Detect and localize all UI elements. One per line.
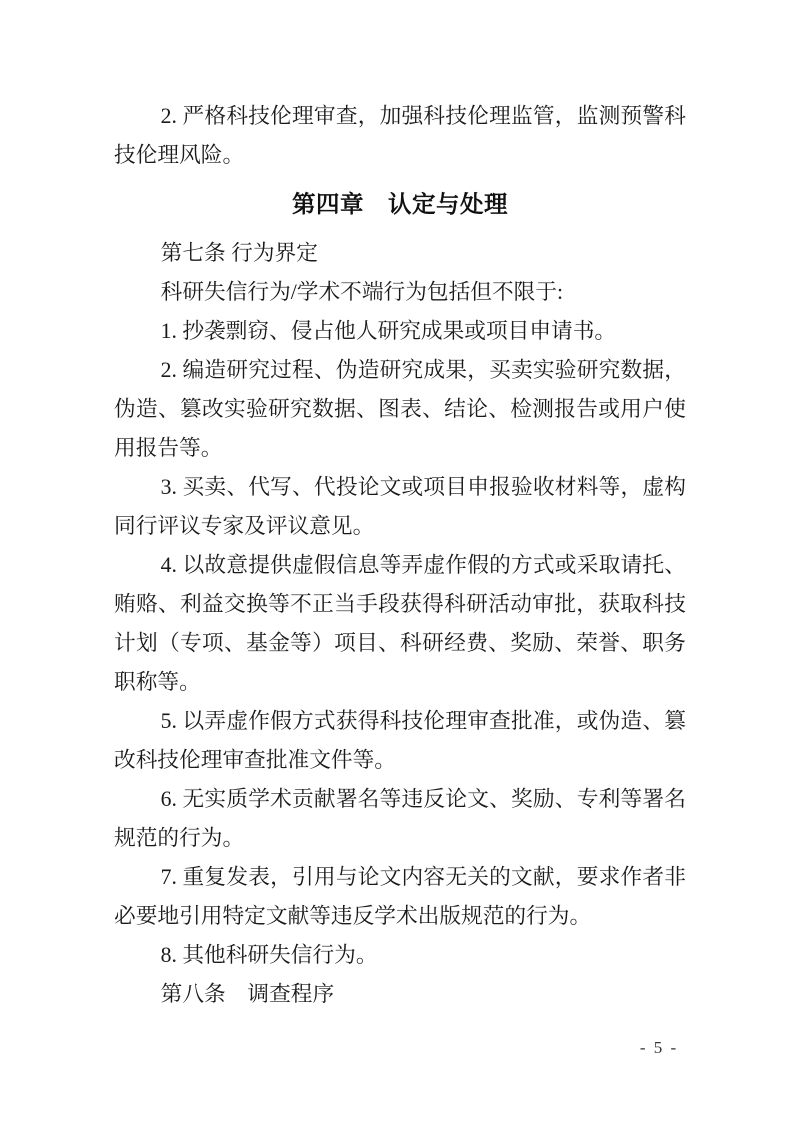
page-number: - 5 -	[639, 1038, 679, 1057]
list-item-2: 2. 编造研究过程、伪造研究成果，买卖实验研究数据，伪造、篡改实验研究数据、图表、结论、检测报告或用户使用报告等。	[114, 358, 686, 460]
list-item-7: 7. 重复发表，引用与论文内容无关的文献，要求作者非必要地引用特定文献等违反学术出版规范的行为。	[114, 865, 686, 928]
list-item-6: 6. 无实质学术贡献署名等违反论文、奖励、专利等署名规范的行为。	[114, 787, 686, 850]
paragraph-ethics-review: 2. 严格科技伦理审查，加强科技伦理监管，监测预警科技伦理风险。	[114, 104, 686, 167]
article-7-title: 第七条 行为界定	[160, 241, 318, 265]
document-body	[114, 97, 686, 1014]
chapter-heading: 第四章 认定与处理	[292, 191, 508, 217]
article-8-title: 第八条 调查程序	[160, 982, 335, 1006]
list-item-4: 4. 以故意提供虚假信息等弄虚作假的方式或采取请托、贿赂、利益交换等不正当手段获得科研活动审批，获取科技计划（专项、基金等）项目、科研经费、奖励、荣誉、职务职称等。	[114, 553, 686, 694]
list-item-5: 5. 以弄虚作假方式获得科技伦理审查批准，或伪造、篡改科技伦理审查批准文件等。	[114, 709, 686, 772]
paragraph-definition-intro: 科研失信行为/学术不端行为包括但不限于:	[160, 280, 564, 304]
list-item-1: 1. 抄袭剽窃、侵占他人研究成果或项目申请书。	[160, 319, 617, 343]
list-item-3: 3. 买卖、代写、代投论文或项目申报验收材料等，虚构同行评议专家及评议意见。	[114, 475, 686, 538]
list-item-8: 8. 其他科研失信行为。	[160, 943, 378, 967]
